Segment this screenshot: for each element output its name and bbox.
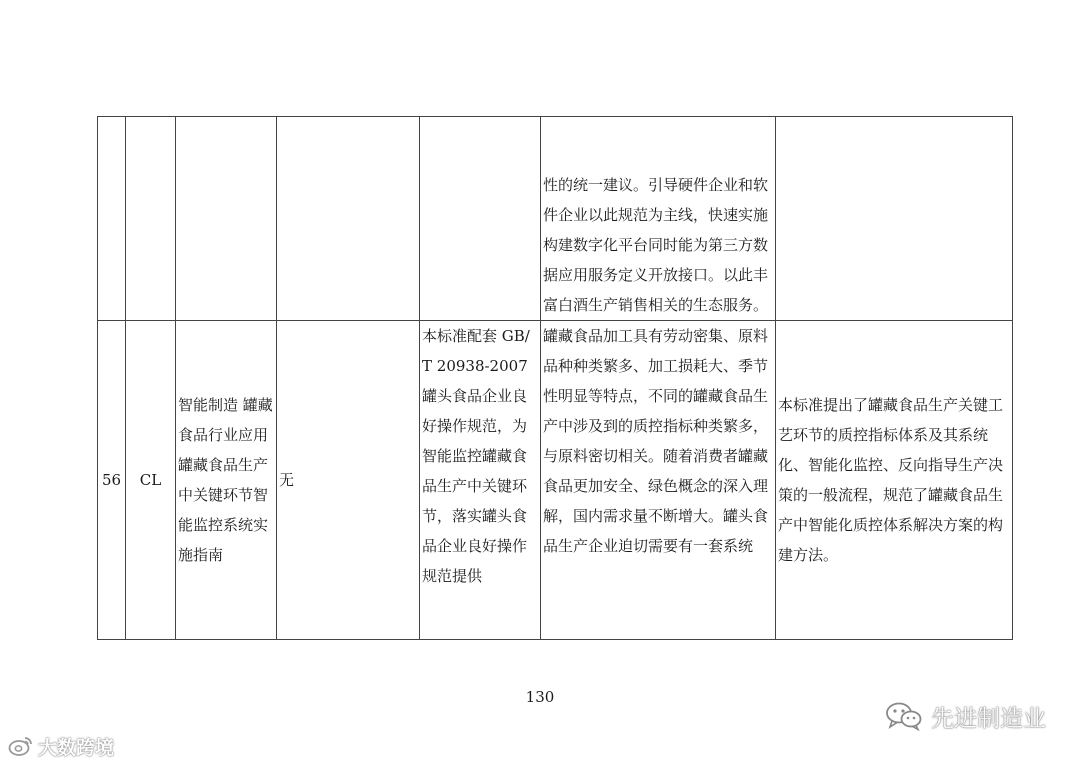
cell-name [176,117,277,321]
page-number: 130 [525,688,555,706]
relation-text: 本标准配套 GB/T 20938-2007 罐头食品企业良好操作规范，为智能监控罐藏食品生产中关键环节，落实罐头食品企业良好操作规范提供 [422,327,533,585]
cell-relation [420,117,541,321]
cell-purpose [541,117,776,321]
cell-scope [776,321,1013,640]
cell-replaced [277,117,420,321]
cell-purpose [541,321,776,640]
cell-number [98,117,126,321]
cell-relation [420,321,541,640]
cell-scope [776,117,1013,321]
cell-type [126,117,176,321]
row-number: 56 [101,471,122,489]
continuation-text: 性的统一建议。引导硬件企业和软件企业以此规范为主线，快速实施构建数字化平台同时能为第三方数据应用服务定义开放接口。以此丰富白酒生产销售相关的生态服务。 [543,176,769,314]
cell-type [126,321,176,640]
row-type: CL [139,471,162,489]
replaced-standard: 无 [279,471,295,489]
cell-number [98,321,126,640]
scope-text: 本标准提出了罐藏食品生产关键工艺环节的质控指标体系及其系统化、智能化监控、反向指导生产决策的一般流程，规范了罐藏食品生产中智能化质控体系解决方案的构建方法。 [778,396,1004,564]
cell-name [176,321,277,640]
standard-name: 智能制造 罐藏食品行业应用 罐藏食品生产中关键环节智能监控系统实施指南 [178,396,273,564]
purpose-text: 罐藏食品加工具有劳动密集、原料品种种类繁多、加工损耗大、季节性明显等特点，不同的罐藏食品生产中涉及到的质控指标种类繁多，与原料密切相关。随着消费者罐藏食品更加安全、绿色概念的深入理解，国内需求量不断增大。罐头食品生产企业迫切需要有一套系统 [543,327,769,555]
watermark-left-text: 大数跨境 [38,736,115,759]
watermark-right [885,700,1046,732]
table-row [98,117,1013,321]
weibo-logo-icon [8,735,34,757]
wechat-logo-icon [885,701,923,731]
cell-replaced [277,321,420,640]
watermark-right-text: 先进制造业 [931,705,1046,732]
table-row [98,321,1013,640]
watermark-left [8,733,114,759]
standards-table [97,116,1013,640]
